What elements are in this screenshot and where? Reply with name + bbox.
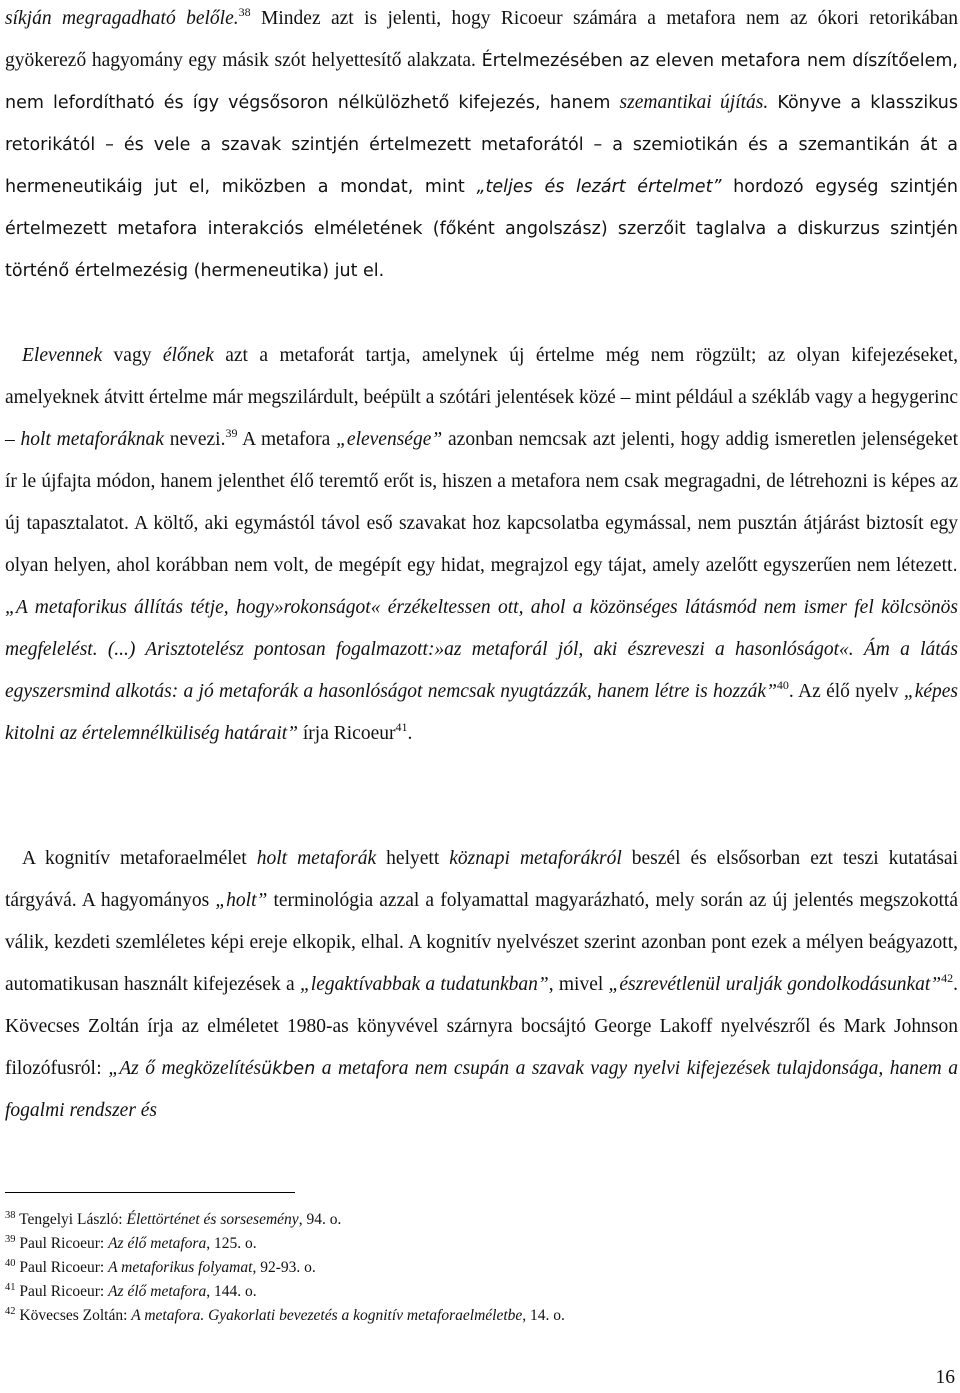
italic-phrase: élőnek (162, 345, 214, 366)
paragraph-text: azt a metaforát tartja, amelynek új értelme még nem rögzült; az olyan kifejezéseket, amelyeknek átvitt értelme már megszilárdult, beépült a szótári jelentések közé – mint például a székláb vagy a hegygerinc – (5, 345, 958, 450)
footnote-ref: 39 (225, 426, 238, 440)
footnote-title: A metaforikus folyamat (108, 1259, 253, 1276)
italic-quote: ükben (261, 1059, 316, 1079)
paragraph-text: nevezi. (163, 429, 226, 450)
footnote-author: Paul Ricoeur: (19, 1283, 109, 1300)
footnote-number: 39 (5, 1234, 16, 1245)
footnote-number: 41 (5, 1282, 16, 1293)
footnote-number: 40 (5, 1258, 16, 1269)
footnote-divider (5, 1192, 295, 1193)
italic-phrase: köznapi metaforákról (449, 848, 622, 869)
footnote-author: Paul Ricoeur: (19, 1235, 109, 1252)
body-paragraph-2 (5, 335, 958, 755)
italic-phrase: „elevensége” (336, 429, 443, 450)
footnote-author: Tengelyi László: (19, 1211, 127, 1228)
footnote-rest: , 14. o. (522, 1307, 565, 1324)
footnote-number: 42 (5, 1306, 16, 1317)
italic-phrase: „holt” (215, 890, 268, 911)
footnote-item (5, 1208, 945, 1232)
footnote-title: A metafora. Gyakorlati bevezetés a kognitív metaforaelméletbe (131, 1307, 523, 1324)
footnote-item (5, 1280, 945, 1304)
italic-quote: „képes kitolni az értelemnélküliség határait” (5, 681, 958, 744)
italic-phrase: Elevennek (22, 345, 103, 366)
footnote-title: Élettörténet és sorsesemény (126, 1211, 299, 1228)
paragraph-text: vagy (102, 345, 163, 366)
footnote-title: Az élő metafora (108, 1283, 207, 1300)
footnote-item (5, 1232, 945, 1256)
italic-quote: „A metaforikus állítás tétje, hogy»rokonságot« érzékeltessen ott, ahol a közönséges látásmód nem ismer fel kölcsönös megfelelést. (...) Arisztotelész pontosan fogalmazott:»az metaforál jól, aki észreveszi a hasonlóságot«. Ám a látás egyszersmind alkotás: a jó metaforák a hasonlóságot nemcsak nyugtázzák, hanem létre is hozzák” (5, 597, 958, 702)
paragraph-text: Mindez azt is jelenti, hogy Ricoeur számára a metafora nem az ókori retorikában gyökerező hagyomány egy másik szót helyettesítő alakzata. (5, 8, 959, 71)
footnote-ref: 40 (776, 678, 789, 692)
italic-quote: „észrevétlenül uralják gondolkodásunkat” (608, 974, 942, 995)
paragraph-text: Értelmezésében az eleven metafora nem díszítőelem, nem lefordítható és így végsősoron nélkülözhető kifejezés, hanem (5, 51, 958, 113)
paragraph-text: . Kövecses Zoltán írja az elméletet 1980-as könyvével szárnyra bocsájtó George Lakoff nyelvészről és Mark Johnson filozófusról (5, 974, 958, 1079)
body-paragraph-1 (5, 0, 958, 292)
paragraph-text: : (95, 1059, 102, 1079)
paragraph-text: A metafora (237, 429, 337, 450)
footnotes (5, 1208, 945, 1328)
paragraph-text: Könyve a klasszikus retorikától – és vele a szavak szintjén értelmezett metaforától – a szemiotikán és a szemantikán át a hermeneutikáig jut el, miközben a mondat, mint (5, 93, 958, 197)
paragraph-text: terminológia azzal a folyamattal magyarázható, mely során az új jelentés megszokottá válik, kezdeti szemléletes képi ereje elkopik, elhal. A kognitív nyelvészet szerint azonban pont ezek a mélyen beágyazott, automatikusan használt kifejezések a (5, 890, 958, 995)
italic-phrase: szemantikai újítás. (619, 92, 769, 113)
body-paragraph-3 (5, 838, 958, 1132)
footnote-author: Paul Ricoeur: (19, 1259, 109, 1276)
paragraph-text: írja Ricoeur (298, 723, 396, 744)
paragraph-text: , mivel (548, 974, 609, 995)
footnote-rest: , 144. o. (206, 1283, 257, 1300)
paragraph-text: hordozó egység szintjén értelmezett metafora interakciós elméletének (főként angolszász) szerzőit taglalva a diskurzus szintjén történő értelmezésig (hermeneutika) jut el. (5, 177, 958, 281)
footnote-item (5, 1304, 945, 1328)
footnote-item (5, 1256, 945, 1280)
paragraph-text: . (407, 723, 413, 744)
footnote-ref: 42 (941, 971, 954, 985)
footnote-rest: , 125. o. (206, 1235, 257, 1252)
paragraph-text: . Az élő nyelv (788, 681, 904, 702)
italic-quote: „teljes és lezárt értelmet” (476, 177, 722, 197)
footnote-rest: , 94. o. (298, 1211, 342, 1228)
paragraph-text: azonban nemcsak azt jelenti, hogy addig ismeretlen jelenségeket ír le újfajta módon, hanem jelenthet élő teremtő erőt is, hiszen a metafora nem csak megragadni, de létrehozni is képes az új tapasztalatot. A költő, aki egymástól távol eső szavakat hoz kapcsolatba egymással, nem pusztán átjárást biztosít egy olyan helyen, ahol korábban nem volt, de megépít egy hidat, megrajzol egy tájat, amely azelőtt egyszerűen nem létezett (5, 429, 959, 576)
footnote-title: Az élő metafora (108, 1235, 207, 1252)
footnote-author: Kövecses Zoltán: (19, 1307, 132, 1324)
italic-phrase: holt metaforáknak (20, 429, 164, 450)
footnote-ref: 41 (395, 720, 408, 734)
footnote-rest: , 92-93. o. (252, 1259, 316, 1276)
footnote-number: 38 (5, 1210, 16, 1221)
page-number: 16 (935, 1367, 955, 1388)
footnote-ref: 38 (238, 5, 251, 19)
paragraph-text: helyett (376, 848, 450, 869)
italic-quote: a metafora nem csupán a szavak vagy nyelvi kifejezések tulajdonsága, hanem a fogalmi rendszer és (5, 1058, 958, 1121)
italic-quote: „legaktívabbak a tudatunkban” (299, 974, 549, 995)
paragraph-text: A kognitív metaforaelmélet (22, 848, 257, 869)
paragraph-text: beszél és elsősorban ezt teszi kutatásai tárgyává. A hagyományos (5, 848, 958, 911)
italic-phrase: holt metaforák (256, 848, 377, 869)
paragraph-text: . (952, 556, 958, 576)
italic-phrase: síkján megragadható belőle. (5, 8, 239, 29)
italic-quote: „Az ő megközelítés (101, 1058, 262, 1079)
